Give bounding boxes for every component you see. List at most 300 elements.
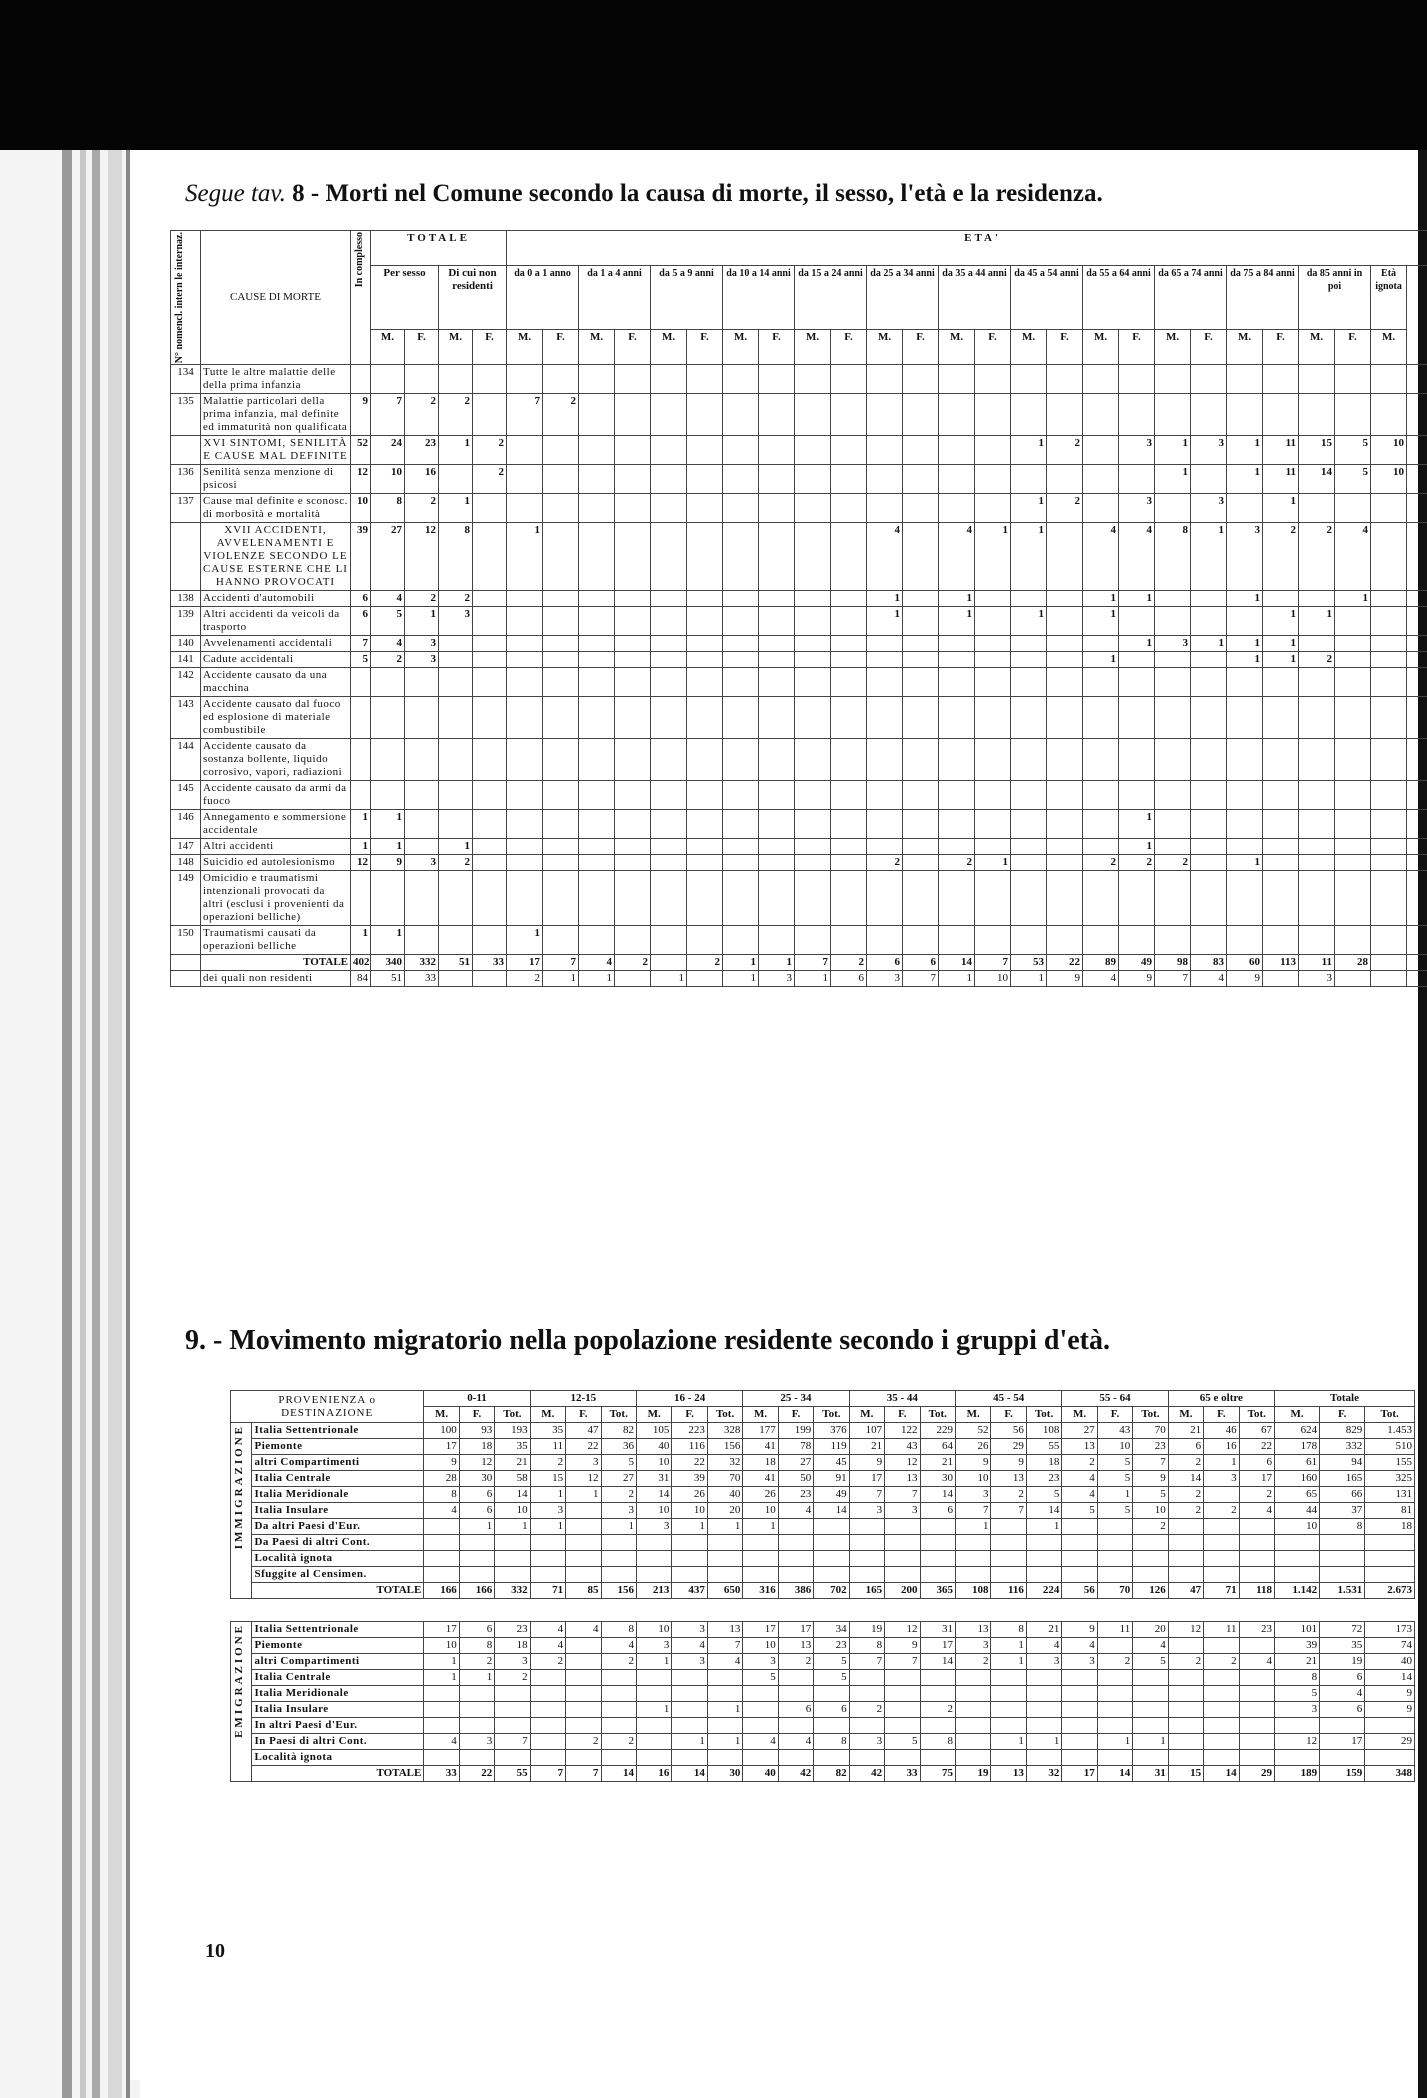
cell-value: 4	[1133, 1638, 1168, 1654]
cell-value: 5	[1335, 465, 1371, 494]
cell-value: 1	[1083, 652, 1119, 668]
cell-value: 34	[814, 1622, 849, 1638]
cell-value: 4	[1239, 1503, 1274, 1519]
cell-value	[543, 926, 579, 955]
total-value: 51	[439, 955, 473, 971]
cell-value: 56	[991, 1423, 1026, 1439]
cell-value	[903, 926, 939, 955]
cell-value	[1227, 810, 1263, 839]
f-header: F.	[473, 329, 507, 364]
cell-value	[1011, 926, 1047, 955]
total-value: 33	[473, 955, 507, 971]
cell-value	[991, 1535, 1026, 1551]
cell-value: 35	[530, 1423, 565, 1439]
age-group-header: da 55 a 64 anni	[1083, 266, 1155, 330]
cell-value	[956, 1535, 991, 1551]
cell-value: 26	[743, 1487, 778, 1503]
cell-value	[1299, 839, 1335, 855]
cell-value	[1227, 607, 1263, 636]
cell-value	[1191, 810, 1227, 839]
sub-header: M.	[636, 1407, 671, 1423]
cell-value	[579, 697, 615, 739]
cell-value: 1.453	[1365, 1423, 1415, 1439]
cell-value	[507, 591, 543, 607]
cell-value	[1155, 871, 1191, 926]
cell-value	[1062, 1670, 1097, 1686]
cell-value: 4	[1062, 1471, 1097, 1487]
cell-value	[723, 436, 759, 465]
cell-value	[601, 1750, 636, 1766]
cell-value	[405, 365, 439, 394]
cell-value	[723, 365, 759, 394]
cell-value: 1	[1119, 810, 1155, 839]
cell-value: 5	[1062, 1503, 1097, 1519]
table-row	[171, 926, 1427, 955]
row-label: Italia Insulare	[252, 1503, 424, 1519]
cell-value	[814, 1519, 849, 1535]
cell-value	[507, 652, 543, 668]
total-value: 14	[672, 1766, 707, 1782]
cell-value	[507, 494, 543, 523]
total-value: 2	[615, 955, 651, 971]
cell-value: 5	[371, 607, 405, 636]
cell-value	[1239, 1718, 1274, 1734]
cell-value	[473, 871, 507, 926]
cell-value	[1263, 926, 1299, 955]
cell-value: 1	[1097, 1734, 1132, 1750]
cell-value	[405, 781, 439, 810]
cell-value	[867, 652, 903, 668]
cell-value	[1155, 839, 1191, 855]
cell-value: 332	[1320, 1439, 1365, 1455]
cell-value: 23	[405, 436, 439, 465]
cell-value: 10	[1275, 1519, 1320, 1535]
cell-value	[459, 1551, 494, 1567]
cell-value: 40	[636, 1439, 671, 1455]
cell-value: 78	[778, 1439, 813, 1455]
total-value: 165	[849, 1583, 884, 1599]
cell-value	[759, 494, 795, 523]
cell-value	[566, 1535, 601, 1551]
cell-value: 3	[1155, 636, 1191, 652]
total-value: 22	[1047, 955, 1083, 971]
m-header: M.	[1083, 329, 1119, 364]
cell-value: 6	[778, 1702, 813, 1718]
cell-value	[1011, 781, 1047, 810]
cell-value	[615, 668, 651, 697]
total-value: 14	[939, 955, 975, 971]
nonres-value: 4	[1191, 971, 1227, 987]
cell-value	[1275, 1551, 1320, 1567]
cell-value	[939, 636, 975, 652]
cell-value	[543, 636, 579, 652]
cell-value	[903, 394, 939, 436]
cell-value	[1227, 926, 1263, 955]
total-value: 28	[1335, 955, 1371, 971]
cell-value: 3	[636, 1519, 671, 1535]
binding-edge	[0, 150, 140, 2098]
cell-value	[1011, 365, 1047, 394]
cell-value	[1263, 739, 1299, 781]
total-value: 83	[1191, 955, 1227, 971]
table-row	[171, 652, 1427, 668]
cell-value	[1155, 668, 1191, 697]
cell-value	[759, 523, 795, 591]
cell-value	[1011, 668, 1047, 697]
cell-value	[1062, 1734, 1097, 1750]
cell-value: 58	[495, 1471, 530, 1487]
table-row	[171, 591, 1427, 607]
row-label: Italia Insulare	[252, 1702, 424, 1718]
cell-value: 2	[566, 1734, 601, 1750]
total-value: 82	[814, 1766, 849, 1782]
cell-value: 39	[672, 1471, 707, 1487]
cell-value: 43	[885, 1439, 920, 1455]
cell-value	[939, 668, 975, 697]
cell-value: 31	[636, 1471, 671, 1487]
cell-value: 8	[1320, 1519, 1365, 1535]
cell-value: 4	[530, 1622, 565, 1638]
cell-value	[615, 926, 651, 955]
cell-value: 1	[991, 1734, 1026, 1750]
cell-value: 12	[351, 855, 371, 871]
cell-value	[1047, 591, 1083, 607]
total-value: 118	[1239, 1583, 1274, 1599]
cell-value	[651, 591, 687, 607]
cell-value: 17	[1239, 1471, 1274, 1487]
cell-value	[1263, 855, 1299, 871]
cell-value	[723, 781, 759, 810]
total-value: 7	[795, 955, 831, 971]
nonres-empty	[171, 971, 201, 987]
cell-value	[439, 636, 473, 652]
row-label: Accidente causato dal fuoco ed esplosione di materiale combustibile	[201, 697, 351, 739]
cell-value: 1	[1026, 1734, 1061, 1750]
total-value: 316	[743, 1583, 778, 1599]
cell-value: 4	[371, 591, 405, 607]
total-value: 16	[636, 1766, 671, 1782]
cell-value: 1	[1204, 1455, 1239, 1471]
cell-value: 1	[1083, 607, 1119, 636]
cell-value	[1026, 1750, 1061, 1766]
cell-value	[473, 591, 507, 607]
cell-value: 23	[814, 1638, 849, 1654]
cell-value	[579, 855, 615, 871]
cell-value	[723, 810, 759, 839]
cell-value: 1	[459, 1519, 494, 1535]
m-header: M.	[1155, 329, 1191, 364]
cell-value: 19	[849, 1622, 884, 1638]
cell-value: 17	[424, 1439, 459, 1455]
cell-value: 14	[1365, 1670, 1415, 1686]
cell-value	[687, 810, 723, 839]
cell-value	[1097, 1519, 1132, 1535]
cell-value	[814, 1535, 849, 1551]
cell-value	[795, 810, 831, 839]
cell-value	[473, 523, 507, 591]
cell-value	[956, 1567, 991, 1583]
cell-value: 7	[991, 1503, 1026, 1519]
cell-value	[849, 1551, 884, 1567]
cell-value	[473, 394, 507, 436]
m-header: M.	[723, 329, 759, 364]
table-row	[171, 781, 1427, 810]
cell-value	[1011, 871, 1047, 926]
sub-header: F.	[1097, 1407, 1132, 1423]
group-label: IMMIGRAZIONE	[233, 1424, 245, 1550]
row-label: Altri accidenti da veicoli da trasporto	[201, 607, 351, 636]
cell-value: 829	[1320, 1423, 1365, 1439]
cell-value	[1204, 1702, 1239, 1718]
cell-value: 14	[1026, 1503, 1061, 1519]
cell-value	[1119, 365, 1155, 394]
cell-value	[743, 1750, 778, 1766]
cell-value	[601, 1702, 636, 1718]
cell-value	[507, 697, 543, 739]
cell-value	[939, 465, 975, 494]
cell-value	[473, 697, 507, 739]
cell-value: 4	[672, 1638, 707, 1654]
m-header: M.	[371, 329, 405, 364]
cell-value	[424, 1702, 459, 1718]
cell-value	[1083, 739, 1119, 781]
cell-value	[579, 839, 615, 855]
cell-value	[651, 810, 687, 839]
cell-value: 6	[1168, 1439, 1203, 1455]
cell-value	[849, 1686, 884, 1702]
cell-value	[439, 739, 473, 781]
cell-value	[1155, 591, 1191, 607]
cell-value	[1299, 636, 1335, 652]
total-value: 200	[885, 1583, 920, 1599]
total-value: 40	[743, 1766, 778, 1782]
cell-value	[1299, 365, 1335, 394]
cell-value: 2	[1204, 1503, 1239, 1519]
cell-value: 3	[1026, 1654, 1061, 1670]
cell-value: 11	[1097, 1622, 1132, 1638]
cell-value: 3	[1227, 523, 1263, 591]
cell-value	[687, 636, 723, 652]
row-number: 148	[171, 855, 201, 871]
total-value: 14	[601, 1766, 636, 1782]
cell-value: 27	[1062, 1423, 1097, 1439]
cell-value	[795, 436, 831, 465]
cell-value	[1026, 1702, 1061, 1718]
total-value: 2	[687, 955, 723, 971]
cell-value	[1083, 494, 1119, 523]
cell-value	[687, 668, 723, 697]
cell-value	[759, 591, 795, 607]
cell-value	[920, 1750, 955, 1766]
cell-value: 2	[939, 855, 975, 871]
cell-value	[795, 523, 831, 591]
cell-value	[1119, 394, 1155, 436]
cell-value	[1026, 1670, 1061, 1686]
cell-value	[687, 781, 723, 810]
cell-value: 40	[1365, 1654, 1415, 1670]
total-value: 108	[956, 1583, 991, 1599]
table-row	[171, 839, 1427, 855]
cell-value: 70	[707, 1471, 742, 1487]
cell-value	[1062, 1567, 1097, 1583]
cell-value	[687, 739, 723, 781]
cell-value	[903, 855, 939, 871]
cell-value: 3	[405, 636, 439, 652]
cell-value	[615, 697, 651, 739]
cell-value	[885, 1702, 920, 1718]
cell-value	[530, 1670, 565, 1686]
cell-value: 131	[1365, 1487, 1415, 1503]
cell-value	[831, 365, 867, 394]
cell-value	[495, 1567, 530, 1583]
cell-value: 6	[459, 1503, 494, 1519]
cell-value: 1	[672, 1734, 707, 1750]
cell-value: 1	[530, 1487, 565, 1503]
cell-value	[759, 697, 795, 739]
cell-value	[903, 668, 939, 697]
cell-value	[1407, 855, 1427, 871]
cell-value	[1407, 436, 1427, 465]
cell-value	[867, 926, 903, 955]
cell-value: 9	[1133, 1471, 1168, 1487]
cell-value: 3	[566, 1455, 601, 1471]
cell-value	[1371, 926, 1407, 955]
cell-value: 1	[867, 591, 903, 607]
cell-value	[1011, 697, 1047, 739]
cell-value	[672, 1702, 707, 1718]
cell-value	[636, 1734, 671, 1750]
row-number: 140	[171, 636, 201, 652]
cell-value	[405, 926, 439, 955]
cell-value	[849, 1670, 884, 1686]
cell-value	[723, 591, 759, 607]
cell-value	[991, 1686, 1026, 1702]
cell-value: 31	[920, 1622, 955, 1638]
cell-value: 21	[920, 1455, 955, 1471]
sub-header: M.	[1168, 1407, 1203, 1423]
cell-value	[1371, 855, 1407, 871]
cell-value: 376	[814, 1423, 849, 1439]
nonres-value: 7	[903, 971, 939, 987]
cell-value	[867, 668, 903, 697]
cell-value	[867, 739, 903, 781]
nonres-value	[1335, 971, 1371, 987]
cell-value	[651, 607, 687, 636]
total-value: 33	[424, 1766, 459, 1782]
cell-value	[1227, 668, 1263, 697]
total-value: 1	[759, 955, 795, 971]
cell-value: 17	[424, 1622, 459, 1638]
cell-value: 4	[778, 1734, 813, 1750]
total-value: 42	[778, 1766, 813, 1782]
age-group-header: Totale	[1275, 1391, 1415, 1407]
cell-value	[849, 1519, 884, 1535]
cell-value: 3	[743, 1654, 778, 1670]
total-value: 14	[1097, 1766, 1132, 1782]
cell-value	[1299, 739, 1335, 781]
cell-value	[759, 636, 795, 652]
cell-value	[1407, 871, 1427, 926]
cell-value	[459, 1535, 494, 1551]
cell-value	[975, 810, 1011, 839]
nonres-value: 1	[795, 971, 831, 987]
cell-value	[903, 781, 939, 810]
sub-header: Tot.	[920, 1407, 955, 1423]
cell-value	[687, 365, 723, 394]
cell-value: 10	[371, 465, 405, 494]
cell-value	[795, 926, 831, 955]
cell-value	[1083, 436, 1119, 465]
cell-value: 9	[351, 394, 371, 436]
cell-value: 8	[439, 523, 473, 591]
cell-value: 1	[1011, 607, 1047, 636]
table-row	[171, 871, 1427, 926]
cell-value	[615, 810, 651, 839]
cell-value	[885, 1535, 920, 1551]
total-value: 85	[566, 1583, 601, 1599]
cell-value	[473, 839, 507, 855]
cell-value	[1047, 365, 1083, 394]
cell-value: 1	[530, 1519, 565, 1535]
cell-value	[1407, 810, 1427, 839]
total-value	[651, 955, 687, 971]
cell-value	[579, 668, 615, 697]
cell-value	[903, 839, 939, 855]
cell-value	[759, 394, 795, 436]
cell-value	[1011, 855, 1047, 871]
f-header: F.	[615, 329, 651, 364]
row-label: Italia Settentrionale	[252, 1423, 424, 1439]
cell-value: 116	[672, 1439, 707, 1455]
row-label: Piemonte	[252, 1638, 424, 1654]
cell-value: 12	[1275, 1734, 1320, 1750]
cell-value	[672, 1535, 707, 1551]
total-value: 33	[885, 1766, 920, 1782]
cell-value	[1083, 465, 1119, 494]
cell-value: 624	[1275, 1423, 1320, 1439]
cell-value	[651, 394, 687, 436]
cell-value	[1155, 739, 1191, 781]
cell-value	[1239, 1686, 1274, 1702]
cell-value	[1083, 697, 1119, 739]
row-number	[171, 436, 201, 465]
cell-value	[615, 636, 651, 652]
cell-value	[831, 436, 867, 465]
cell-value	[1204, 1734, 1239, 1750]
cell-value	[1155, 697, 1191, 739]
cell-value	[615, 739, 651, 781]
cell-value	[723, 523, 759, 591]
cell-value: 1	[1191, 523, 1227, 591]
cell-value	[1335, 871, 1371, 926]
cell-value	[991, 1750, 1026, 1766]
cell-value: 2	[867, 855, 903, 871]
total-value: 402	[351, 955, 371, 971]
table-row	[171, 394, 1427, 436]
total-value: 75	[920, 1766, 955, 1782]
cell-value	[831, 465, 867, 494]
cell-value	[795, 636, 831, 652]
cell-value: 94	[1320, 1455, 1365, 1471]
cell-value	[651, 465, 687, 494]
cell-value: 173	[1365, 1622, 1415, 1638]
cell-value	[759, 871, 795, 926]
cell-value	[579, 394, 615, 436]
cell-value: 4	[424, 1503, 459, 1519]
cell-value: 23	[1239, 1622, 1274, 1638]
cell-value	[1191, 855, 1227, 871]
col-num-header	[171, 231, 201, 365]
